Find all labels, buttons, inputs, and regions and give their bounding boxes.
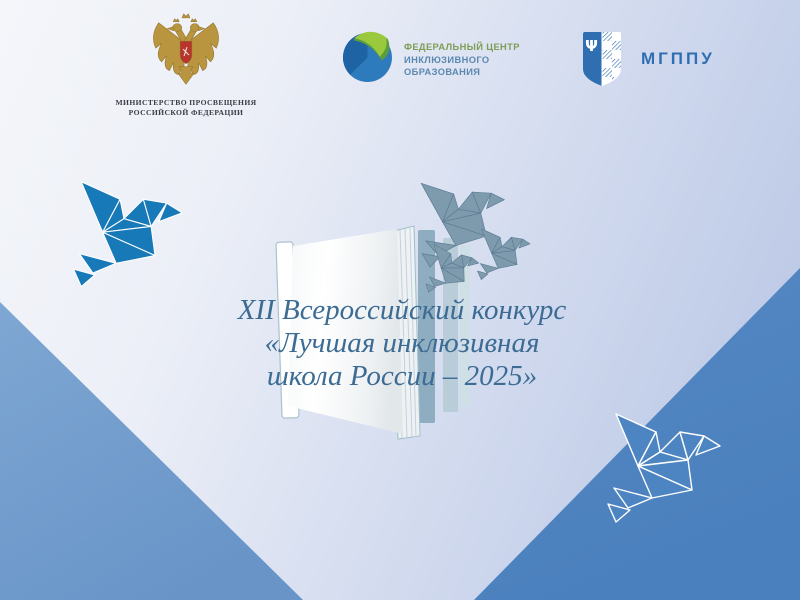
contest-title xyxy=(148,294,656,393)
ministry-name-line2: РОССИЙСКОЙ ФЕДЕРАЦИИ xyxy=(128,108,244,117)
gray-origami-bird-small2-icon xyxy=(478,229,531,280)
blue-origami-bird-icon xyxy=(74,182,183,287)
ministry-name-line1: МИНИСТЕРСТВО ПРОСВЕЩЕНИЯ xyxy=(115,98,257,107)
title-line1: XII Всероссийский конкурс xyxy=(237,294,567,326)
gray-origami-bird-small-icon xyxy=(425,243,480,297)
ministry-logo-block xyxy=(108,12,264,118)
inclusive-center-line3: ОБРАЗОВАНИЯ xyxy=(404,67,481,77)
inclusive-center-line2: ИНКЛЮЗИВНОГО xyxy=(404,54,490,65)
mgppu-label: МГППУ xyxy=(641,49,715,68)
title-line2: «Лучшая инклюзивная xyxy=(264,327,540,359)
inclusive-center-line1: ФЕДЕРАЛЬНЫЙ ЦЕНТР xyxy=(404,42,520,52)
inclusive-education-globe-icon xyxy=(341,30,394,83)
wireframe-origami-bird-icon xyxy=(608,414,720,522)
psi-symbol: Ψ xyxy=(585,37,598,55)
mgppu-logo-block xyxy=(580,30,715,88)
inclusive-center-logo-block xyxy=(341,30,520,83)
title-line3: школа России – 2025» xyxy=(266,360,538,392)
header-logos xyxy=(0,0,800,135)
double-headed-eagle-icon xyxy=(146,12,226,94)
mgppu-shield-icon xyxy=(580,30,624,88)
